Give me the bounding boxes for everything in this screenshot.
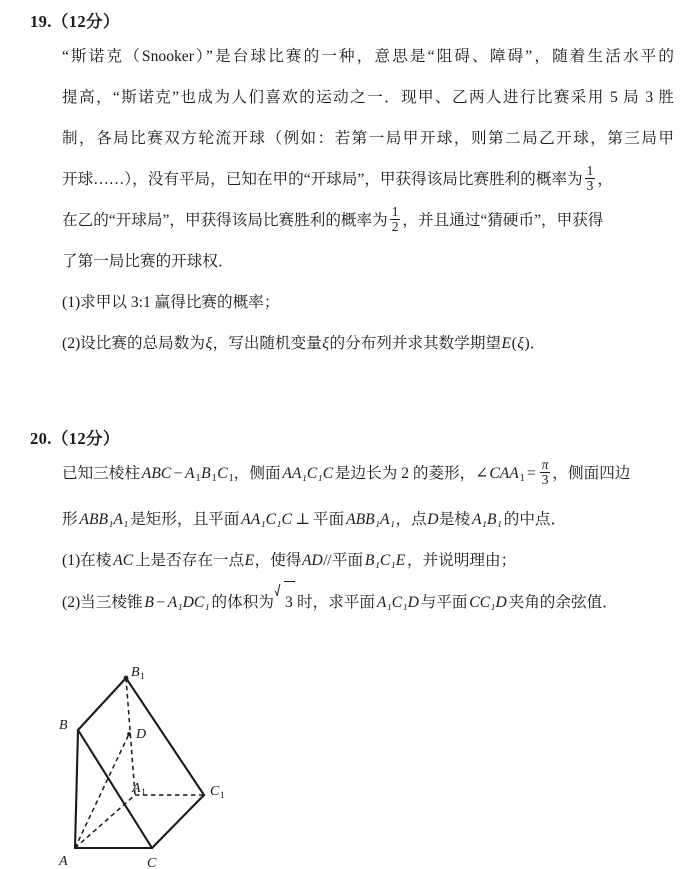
subscript-1: 1 <box>195 472 201 484</box>
plane-b1c1e: B₁C₁E <box>364 551 406 569</box>
fraction-numerator: 1 <box>586 163 594 179</box>
visible-edges-group <box>75 678 204 848</box>
sub2-text-a: (2)设比赛的总局数为 <box>62 335 205 352</box>
problem-19-line-6 <box>62 241 674 282</box>
vertex-a1: A <box>185 465 195 482</box>
problem-19-heading <box>30 8 692 36</box>
plane-abb1a1: ABB₁A₁ <box>346 510 396 528</box>
problem-19-line-6-text: 了第一局比赛的开球权． <box>62 253 234 270</box>
p20-sub2-line <box>62 581 674 623</box>
angle-symbol: ∠ <box>475 465 489 482</box>
p20-sub2-b: 的体积为 <box>211 593 274 611</box>
variable-xi: ξ <box>205 335 213 352</box>
problem-19-line-5-text-b: ，并且通过“猜硬币”，甲获得 <box>402 212 604 229</box>
problem-19-subquestion-1 <box>62 282 674 323</box>
problem-20-body <box>62 453 674 540</box>
label-b1: $B_1$ <box>131 665 145 683</box>
base-a1dc1: A₁DC₁ <box>167 593 210 611</box>
label-a1: $A_1$ <box>132 781 146 799</box>
problem-19-line-3 <box>62 118 674 159</box>
point-d: D <box>427 510 439 528</box>
edge-a-b <box>75 730 78 848</box>
paren-close: ) <box>524 335 530 352</box>
p20-sub2-c: 时，求平面 <box>297 593 376 611</box>
fraction-one-half <box>390 205 401 234</box>
p20-line1-a: 已知三棱柱 <box>62 465 140 482</box>
fraction-numerator-pi: π <box>541 457 549 473</box>
label-b: B <box>59 718 68 733</box>
fraction-denominator: 3 <box>586 178 594 194</box>
problem-19-line-4-tail: ， <box>597 171 613 188</box>
edge-c-c1 <box>152 795 204 848</box>
fraction-numerator: 1 <box>391 204 399 220</box>
plane-cc1d: CC₁D <box>469 593 507 611</box>
p20-sub1-a: (1)在棱 <box>62 551 112 569</box>
angle-caa1: CAA <box>489 465 519 482</box>
sub2-text-b: ，写出随机变量 <box>212 335 322 352</box>
problem-19-line-2-text: 提高，“斯诺克”也成为人们喜欢的运动之一．现甲、乙两人进行比赛采用 5 局 3 胜 <box>62 89 674 106</box>
edge-b-b1 <box>78 678 126 730</box>
problem-19-line-4-text: 开球……），没有平局，已知在甲的“开球局”，甲获得该局比赛胜利的概率为 <box>62 171 583 188</box>
vertex-dot-d <box>127 732 131 736</box>
edge-a-a1 <box>75 795 135 848</box>
p20-line1-b: ，侧面 <box>233 465 281 482</box>
p20-sub1-c: ，使得 <box>254 551 302 569</box>
expectation-symbol: E <box>501 335 512 352</box>
p20-line2-c: 平面 <box>313 510 345 528</box>
variable-xi: ξ <box>517 335 524 352</box>
p20-sub2-d: 与平面 <box>420 593 468 611</box>
problem-20-heading <box>30 425 692 453</box>
p20-sub2-e: 夹角的余弦值． <box>508 593 618 611</box>
problem-19-line-5-text-a: 在乙的“开球局”，甲获得该局比赛胜利的概率为 <box>62 212 388 229</box>
p20-line2-d: ，点 <box>395 510 427 528</box>
vertex-b1: B <box>201 465 211 482</box>
edge-ac: AC <box>113 551 134 569</box>
paren-open: ( <box>511 335 517 352</box>
problem-20-subquestion-1 <box>62 540 674 581</box>
sub2-period: ． <box>529 335 546 352</box>
subscript-1: 1 <box>228 472 234 484</box>
prism-abc: ABC <box>141 465 172 482</box>
face-aa1c1c: AA₁C₁C <box>282 465 334 482</box>
problem-19-subquestion-2 <box>62 323 674 364</box>
problem-19-line-5 <box>62 200 674 241</box>
problem-19-body <box>62 36 674 282</box>
apex-b: B <box>144 593 154 611</box>
problem-20-marks: （12分） <box>51 429 120 448</box>
prism-figure <box>30 658 290 869</box>
problem-19-line-2 <box>62 77 674 118</box>
parallel-symbol: // <box>323 551 331 569</box>
p20-line2-b: 是矩形，且平面 <box>130 510 240 528</box>
p20-line2-e: 是棱 <box>438 510 471 528</box>
problem-19-sub2-line <box>62 323 674 364</box>
p20-sub1-e: ，并说明理由； <box>407 551 517 569</box>
problem-19-sub1-text: (1)求甲以 3:1 赢得比赛的概率； <box>62 294 280 311</box>
p20-line2-f: 的中点． <box>503 510 567 528</box>
problem-20-line-2 <box>62 499 674 540</box>
hidden-edges-group <box>75 678 204 848</box>
segment-ad: AD <box>301 551 323 569</box>
variable-xi: ξ <box>322 335 329 352</box>
minus-sign: − <box>173 465 183 482</box>
label-c1: $C_1$ <box>210 784 225 802</box>
equals-sign: = <box>526 465 536 482</box>
label-a: A <box>59 854 68 869</box>
problem-20-line-1 <box>62 453 674 499</box>
label-d: D <box>136 727 147 742</box>
plane-a1c1d: A₁C₁D <box>376 593 419 611</box>
edge-a-d <box>75 734 129 848</box>
fraction-denominator: 2 <box>391 219 399 235</box>
edge-a1b1: A₁B₁ <box>472 510 502 528</box>
fraction-one-third <box>585 164 596 193</box>
subscript-1: 1 <box>211 472 217 484</box>
radicand: 3 <box>284 581 295 623</box>
square-root <box>275 581 295 623</box>
problem-19-line-1 <box>62 36 674 77</box>
p20-line1-c: 是边长为 2 的菱形， <box>334 465 476 482</box>
plane-aa1c1c: AA₁C₁C <box>241 510 292 528</box>
p20-line1-d: ，侧面四边 <box>552 465 631 482</box>
problem-20-subquestion-2 <box>62 581 674 623</box>
sub2-text-c: 的分布列并求其数学期望 <box>329 335 502 352</box>
label-c: C <box>147 856 157 869</box>
minus-sign: − <box>156 593 166 611</box>
p20-sub1-b: 上是否存在一点 <box>134 551 245 569</box>
fraction-denominator: 3 <box>540 472 551 487</box>
problem-19-line-4 <box>62 159 674 200</box>
p20-sub2-a: (2)当三棱锥 <box>62 593 143 611</box>
perpendicular-symbol: ⊥ <box>295 510 311 528</box>
point-e: E <box>244 551 255 569</box>
problem-20 <box>0 425 692 623</box>
rect-abb1a1: ABB₁A₁ <box>79 510 129 528</box>
p20-sub1-d: 平面 <box>331 551 364 569</box>
problem-19-number: 19. <box>30 12 52 31</box>
problem-19-line-1-text: “斯诺克（Snooker）”是台球比赛的一种，意思是“阻碍、障碍”，随着生活水平的 <box>62 48 674 65</box>
problem-19 <box>0 8 692 364</box>
fraction-pi-over-3 <box>540 458 551 487</box>
p20-line2-a: 形 <box>62 510 78 528</box>
problem-19-line-3-text: 制，各局比赛双方轮流开球（例如：若第一局甲开球，则第二局乙开球，第三局甲 <box>62 130 674 147</box>
problem-19-marks: （12分） <box>51 12 120 31</box>
subscript-1: 1 <box>519 472 525 484</box>
p20-sub1-line <box>62 540 674 581</box>
vertex-dot-b1 <box>124 676 129 681</box>
vertex-c1: C <box>217 465 228 482</box>
problem-20-number: 20. <box>30 429 52 448</box>
